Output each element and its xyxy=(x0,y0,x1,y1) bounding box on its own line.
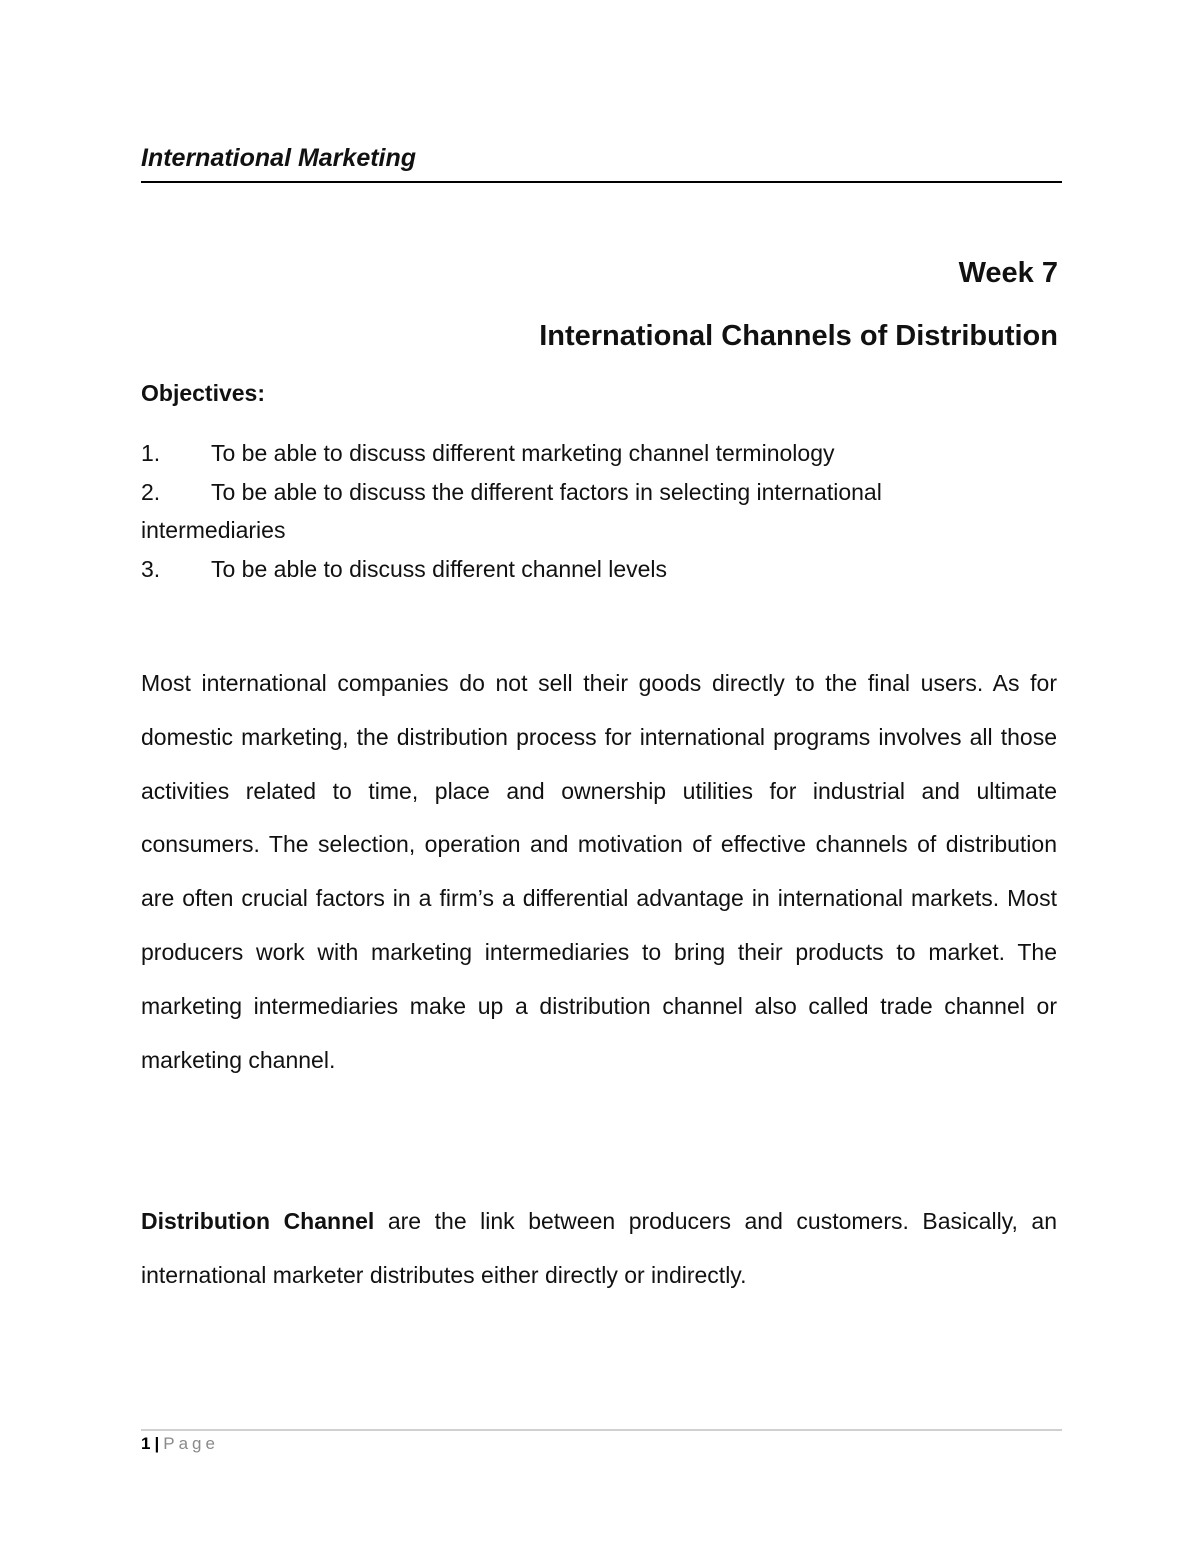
objective-item xyxy=(141,434,1062,473)
header-title: International Marketing xyxy=(141,144,417,172)
week-heading: Week 7 xyxy=(958,257,1058,289)
objective-number: 1. xyxy=(141,440,161,466)
page-header xyxy=(141,140,1062,176)
paragraph-text: are the link between producers and customers. Basically, an international marketer distributes either directly or indirectly. xyxy=(141,1208,1057,1288)
term-distribution-channel: Distribution Channel xyxy=(141,1208,375,1234)
page-footer xyxy=(141,1434,219,1454)
body-paragraph: Most international companies do not sell their goods directly to the final users. As for domestic marketing, the distribution process for international programs involves all those activities related to time, place and ownership utilities for industrial and ultimate consumers. The selection, operation and motivation of effective channels of distribution are often crucial factors in a firm’s a differential advantage in international markets. Most producers work with marketing intermediaries to bring their products to market. The marketing intermediaries make up a distribution channel also called trade channel or marketing channel. xyxy=(141,670,1057,1073)
objective-item xyxy=(141,473,1062,512)
objectives-list xyxy=(141,434,1062,588)
topic-heading: International Channels of Distribution xyxy=(539,320,1058,352)
objective-text: To be able to discuss the different factors in selecting international xyxy=(211,478,882,505)
objective-continuation xyxy=(141,511,1062,550)
objective-number: 2. xyxy=(141,478,161,505)
objectives-label: Objectives: xyxy=(141,380,265,406)
header-rule xyxy=(141,181,1062,183)
objective-continuation-text: intermediaries xyxy=(141,517,286,543)
footer-rule xyxy=(141,1429,1062,1431)
objective-item xyxy=(141,550,1062,589)
objective-number: 3. xyxy=(141,555,161,582)
objective-text: To be able to discuss different marketing channel terminology xyxy=(211,440,835,466)
distribution-channel-paragraph xyxy=(141,1195,1057,1303)
footer-separator: | xyxy=(154,1434,160,1453)
page-label: Page xyxy=(163,1434,219,1453)
page-number: 1 xyxy=(141,1434,151,1453)
objective-text: To be able to discuss different channel levels xyxy=(211,555,668,582)
